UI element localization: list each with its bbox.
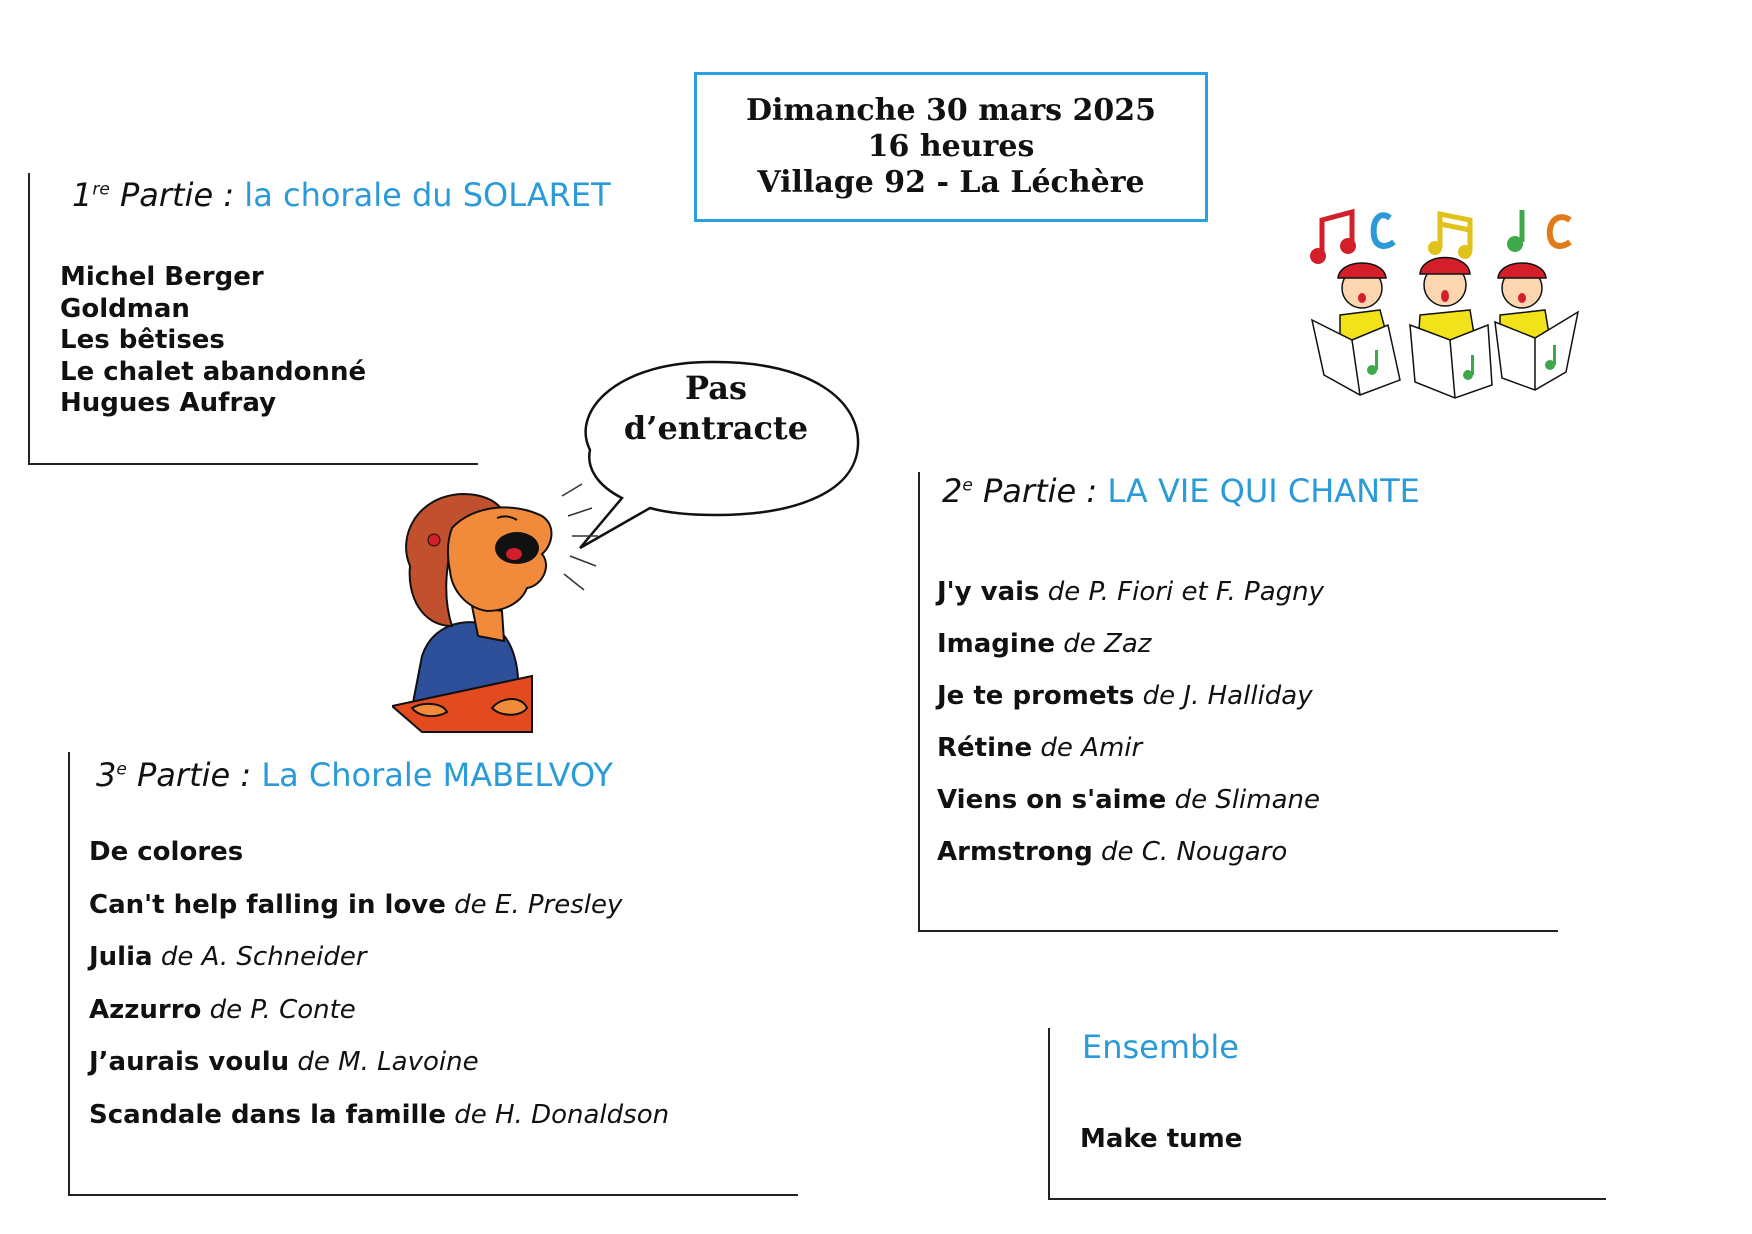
part3-heading: [96, 756, 613, 794]
part2-heading: [942, 472, 1420, 510]
song-title: Imagine: [937, 629, 1055, 659]
bubble-line2: d’entracte: [623, 409, 809, 447]
part3-suffix: e: [116, 759, 127, 780]
song-artist: de P. Fiori et F. Pagny: [1047, 577, 1325, 607]
list-item: [89, 931, 669, 984]
part1-heading: [72, 176, 611, 214]
list-item: [937, 618, 1324, 670]
song-artist: de Amir: [1040, 733, 1143, 763]
ensemble-heading: Ensemble: [1082, 1028, 1239, 1066]
bubble-text: [600, 368, 832, 448]
ensemble-song: Make tume: [1080, 1124, 1243, 1154]
list-item: [89, 984, 669, 1037]
event-date: Dimanche 30 mars 2025: [745, 93, 1157, 128]
part2-label: Partie :: [983, 472, 1098, 510]
song-title: Scandale dans la famille: [89, 1099, 446, 1130]
part1-label: Partie :: [119, 176, 235, 214]
list-item: [89, 879, 669, 932]
list-item: [937, 722, 1324, 774]
song-title: Azzurro: [89, 994, 202, 1025]
part3-song-list: [89, 826, 669, 1141]
song-artist: de Zaz: [1063, 629, 1152, 659]
song-artist: de M. Lavoine: [297, 1047, 479, 1077]
part2-song-list: [937, 566, 1324, 878]
part2-suffix: e: [962, 475, 973, 496]
event-venue: Village 92 - La Léchère: [757, 165, 1145, 200]
list-item: Goldman: [60, 293, 190, 324]
list-item: [937, 566, 1324, 618]
list-item: [937, 826, 1324, 878]
event-info-box: [694, 72, 1208, 222]
song-title: J’aurais voulu: [89, 1047, 290, 1077]
song-artist: de A. Schneider: [160, 942, 367, 972]
part2-group: LA VIE QUI CHANTE: [1107, 472, 1420, 510]
list-item: [89, 826, 669, 879]
song-title: De colores: [89, 837, 244, 867]
song-artist: de C. Nougaro: [1101, 837, 1288, 867]
list-item: [89, 1036, 669, 1089]
singing-woman-icon: [392, 476, 612, 736]
song-title: Can't help falling in love: [89, 889, 446, 920]
part3-group: La Chorale MABELVOY: [261, 756, 613, 794]
song-title: J'y vais: [937, 577, 1040, 607]
song-artist: de H. Donaldson: [454, 1099, 670, 1130]
song-artist: de Slimane: [1174, 785, 1321, 815]
event-time: 16 heures: [867, 129, 1035, 164]
part3-label: Partie :: [137, 756, 252, 794]
song-artist: de E. Presley: [454, 889, 623, 920]
song-title: Viens on s'aime: [937, 785, 1167, 815]
part1-song-list: [60, 262, 366, 420]
song-artist: de P. Conte: [209, 994, 356, 1025]
song-title: Armstrong: [937, 837, 1093, 867]
part1-group: la chorale du SOLARET: [244, 176, 611, 214]
list-item: [937, 670, 1324, 722]
list-item: Michel Berger: [60, 262, 264, 292]
list-item: Hugues Aufray: [60, 388, 277, 418]
list-item: [937, 774, 1324, 826]
bubble-line1: Pas: [685, 369, 747, 407]
list-item: Les bêtises: [60, 325, 225, 355]
part1-number: 1: [72, 176, 93, 214]
song-artist: de J. Halliday: [1142, 681, 1313, 711]
part2-number: 2: [942, 472, 963, 510]
song-title: Julia: [89, 942, 153, 972]
list-item: Le chalet abandonné: [60, 356, 367, 387]
choir-icon: [1310, 200, 1590, 400]
part1-suffix: re: [92, 179, 110, 200]
song-title: Je te promets: [937, 681, 1135, 711]
part3-number: 3: [96, 756, 117, 794]
song-title: Rétine: [937, 733, 1033, 763]
list-item: [89, 1089, 669, 1142]
